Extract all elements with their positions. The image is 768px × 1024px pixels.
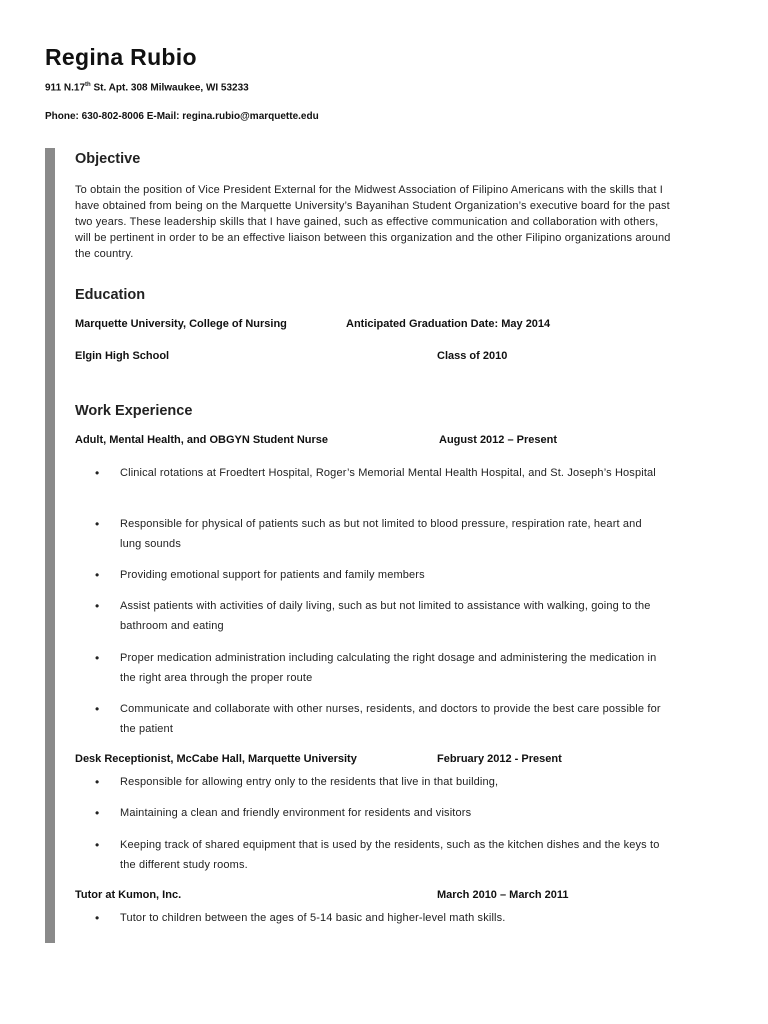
education-school: Elgin High School — [75, 350, 170, 362]
job-bullet: • Assist patients with activities of daily living, such as but not limited to assistance with walking, going to the bathroom and eating — [95, 597, 665, 636]
resume-name: Regina Rubio — [45, 44, 197, 70]
job-bullet-list — [95, 566, 665, 586]
job-bullet-list — [95, 464, 665, 484]
job-title: Adult, Mental Health, and OBGYN Student Nurse — [75, 434, 329, 446]
job-bullet-list — [95, 909, 665, 929]
education-school: Marquette University, College of Nursing — [75, 318, 287, 330]
address-ordinal-suffix: th — [85, 82, 91, 88]
job-bullet: • Maintaining a clean and friendly environment for residents and visitors — [95, 804, 665, 824]
job-bullet-list — [95, 773, 665, 793]
education-heading: Education — [75, 287, 146, 303]
job-bullet-list — [95, 804, 665, 824]
address-street-rest: St. Apt. 308 Milwaukee, WI 53233 — [90, 82, 249, 94]
job-bullet: • Communicate and collaborate with other nurses, residents, and doctors to provide the best care possible for the patient — [95, 700, 665, 739]
job-bullet-list — [95, 515, 665, 554]
objective-heading: Objective — [75, 151, 141, 167]
address-line — [45, 82, 249, 93]
job-dates: August 2012 – Present — [439, 434, 557, 446]
job-bullet: • Tutor to children between the ages of 5-14 basic and higher-level math skills. — [95, 909, 665, 929]
job-bullet: • Responsible for allowing entry only to the residents that live in that building, — [95, 773, 665, 793]
job-bullet-list — [95, 836, 665, 875]
side-accent-bar — [45, 148, 55, 943]
job-bullet: • Keeping track of shared equipment that is used by the residents, such as the kitchen dishes and the keys to the different study rooms. — [95, 836, 665, 875]
job-bullet: • Clinical rotations at Froedtert Hospital, Roger’s Memorial Mental Health Hospital, and St. Joseph’s Hospital — [95, 464, 665, 484]
contact-line: Phone: 630-802-8006 E-Mail: regina.rubio@marquette.edu — [45, 111, 319, 122]
education-detail: Class of 2010 — [437, 350, 508, 362]
job-dates: February 2012 - Present — [437, 753, 562, 765]
job-bullet: • Responsible for physical of patients such as but not limited to blood pressure, respiration rate, heart and lung sounds — [95, 515, 665, 554]
job-bullet: • Proper medication administration including calculating the right dosage and administering the medication in the right area through the proper route — [95, 649, 665, 688]
job-bullet: • Providing emotional support for patients and family members — [95, 566, 665, 586]
job-bullet-list — [95, 597, 665, 636]
objective-paragraph: To obtain the position of Vice President External for the Midwest Association of Filipino Americans with the skills that I have obtained from being on the Marquette University’s Bayanihan Student Organization’s executive board for the past two years. These leadership skills that I have gained, such as effective communication and collaboration with others, will be pertinent in order to be an effective liaison between this organization and the other Filipino organizations around the country. — [75, 184, 671, 260]
job-title: Tutor at Kumon, Inc. — [75, 889, 182, 901]
work-experience-heading: Work Experience — [75, 403, 193, 419]
job-bullet-list — [95, 700, 665, 739]
job-title: Desk Receptionist, McCabe Hall, Marquette University — [75, 753, 357, 765]
job-bullet-list — [95, 649, 665, 688]
education-detail: Anticipated Graduation Date: May 2014 — [346, 318, 551, 330]
job-dates: March 2010 – March 2011 — [437, 889, 569, 901]
address-street-number: 911 N.17 — [45, 82, 86, 94]
